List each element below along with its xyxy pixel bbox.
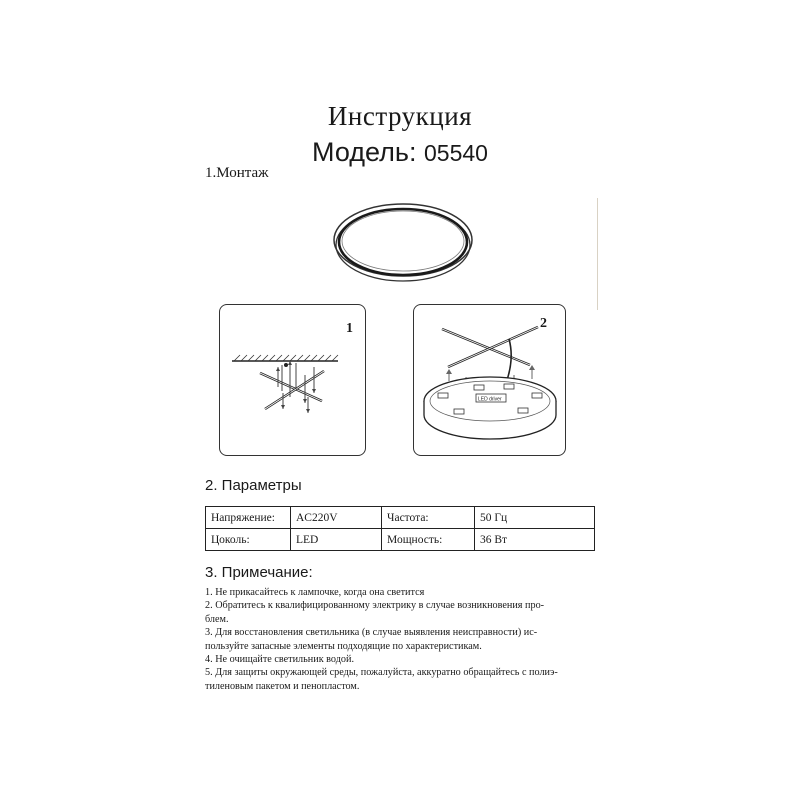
param-value: AC220V	[291, 507, 382, 529]
note-line: блем.	[205, 613, 229, 625]
param-key: Напряжение:	[206, 507, 291, 529]
model-label: Модель:	[312, 137, 417, 167]
param-key: Частота:	[382, 507, 475, 529]
lamp-product-illustration	[330, 200, 476, 284]
note-line: 5. Для защиты окружающей среды, пожалуйста, аккуратно обращайтесь с полиэ-	[205, 667, 558, 679]
note-line: 4. Не очищайте светильник водой.	[205, 654, 355, 666]
step-1-number: 1	[346, 321, 353, 336]
section-mounting-heading: 1.Монтаж	[205, 165, 269, 181]
parameters-table	[205, 506, 595, 551]
page-edge-line	[597, 198, 598, 310]
driver-label: LED driver	[478, 396, 502, 403]
note-line: 3. Для восстановления светильника (в случае выявления неисправности) ис-	[205, 627, 538, 639]
section-notes-heading: 3. Примечание:	[205, 564, 313, 581]
notes-list	[205, 586, 558, 693]
model-code: 05540	[423, 140, 488, 166]
ceiling-mounting-bracket-drawing	[220, 305, 365, 455]
note-line: тиленовым пакетом и пенопластом.	[205, 680, 360, 692]
table-row	[206, 507, 595, 529]
note-line: 1. Не прикасайтесь к лампочке, когда она светится	[205, 587, 425, 598]
model-heading	[0, 137, 800, 168]
table-row	[206, 529, 595, 551]
diagram-step-1	[219, 304, 366, 456]
note-line: 2. Обратитесь к квалифицированному электрику в случае возникновения про-	[205, 600, 545, 612]
page-title: Инструкция	[327, 101, 473, 131]
lamp-attach-drawing	[414, 305, 565, 455]
diagram-step-2	[413, 304, 566, 456]
step-2-number: 2	[540, 316, 547, 331]
param-value: 36 Вт	[475, 529, 595, 551]
param-key: Мощность:	[382, 529, 475, 551]
param-value: 50 Гц	[475, 507, 595, 529]
param-key: Цоколь:	[206, 529, 291, 551]
section-params-heading: 2. Параметры	[205, 477, 302, 494]
param-value: LED	[291, 529, 382, 551]
note-line: пользуйте запасные элементы подходящие по характеристикам.	[205, 640, 482, 652]
